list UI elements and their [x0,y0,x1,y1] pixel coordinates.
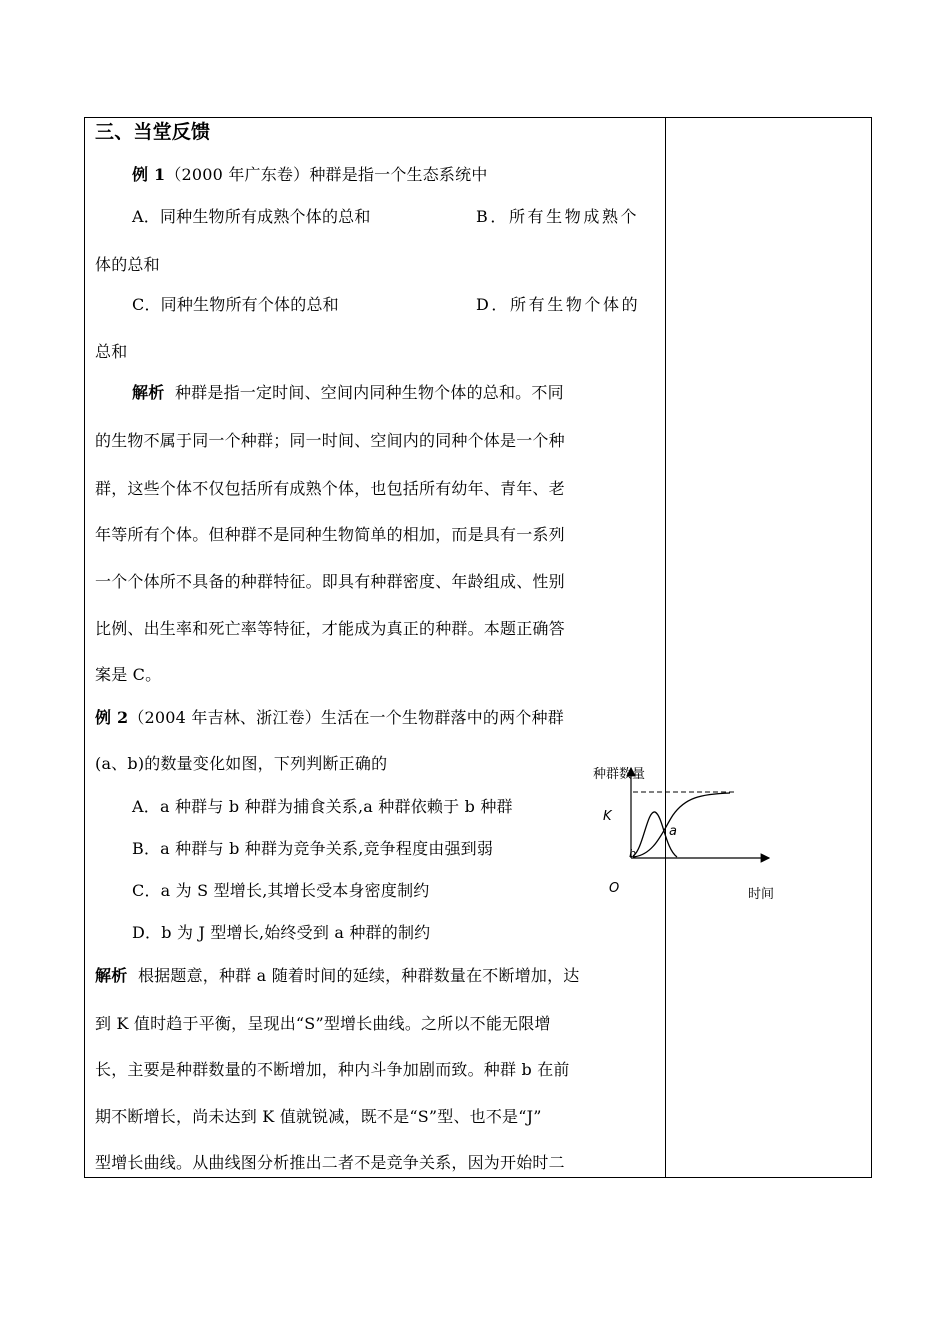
example1-analysis-line: 一个个体所不具备的种群特征。即具有种群密度、年龄组成、性别 [95,572,565,591]
example1-analysis-line: 群，这些个体不仅包括所有成熟个体，也包括所有幼年、青年、老 [95,479,565,498]
origin-label: O [609,881,620,896]
example2-question-text: （2004 年吉林、浙江卷）生活在一个生物群落中的两个种群 [128,708,564,727]
example2-analysis-label: 解析 [95,966,128,985]
example2-option-d: D．b 为 J 型增长,始终受到 a 种群的制约 [132,923,431,942]
example1-analysis-line: 的生物不属于同一个种群；同一时间、空间内的同种个体是一个种 [95,431,565,450]
example1-analysis-line: 比例、出生率和死亡率等特征，才能成为真正的种群。本题正确答 [95,619,565,638]
curve-a [633,793,730,857]
example2-analysis-first [95,966,580,986]
example2-question-line2: (a、b)的数量变化如图，下列判断正确的 [95,754,388,773]
example1-analysis-line: 年等所有个体。但种群不是同种生物简单的相加，而是具有一系列 [95,525,565,544]
example1-analysis-line: 种群是指一定时间、空间内同种生物个体的总和。不同 [174,383,564,402]
example2-option-b: B．a 种群与 b 种群为竞争关系,竞争程度由强到弱 [132,839,494,858]
example2-option-a: A．a 种群与 b 种群为捕食关系,a 种群依赖于 b 种群 [132,797,513,816]
curve-b-label: b [629,847,636,860]
example2-analysis-line: 长，主要是种群数量的不断增加，种内斗争加剧而致。种群 b 在前 [95,1060,570,1079]
example2-question-line1 [95,708,564,728]
example2-analysis-line: 根据题意，种群 a 随着时间的延续，种群数量在不断增加，达 [137,966,580,985]
example1-question-text: （2000 年广东卷）种群是指一个生态系统中 [165,165,488,184]
example1-label: 例 1 [132,165,166,184]
example1-analysis-line: 案是 C。 [95,665,162,684]
example1-option-b: B．所有生物成熟个 [476,207,640,226]
example1-analysis-first [132,383,564,403]
example2-option-c: C．a 为 S 型增长,其增长受本身密度制约 [132,881,430,900]
population-figure [585,760,785,910]
example1-option-c: C．同种生物所有个体的总和 [132,295,339,314]
example1-option-d: D．所有生物个体的 [476,295,641,314]
example2-analysis-line: 到 K 值时趋于平衡，呈现出“S”型增长曲线。之所以不能无限增 [95,1014,551,1033]
k-label: K [603,809,612,824]
example1-analysis-label: 解析 [132,383,165,402]
example2-analysis-line: 型增长曲线。从曲线图分析推出二者不是竞争关系，因为开始时二 [95,1153,565,1172]
example1-option-b-cont: 体的总和 [95,255,160,274]
curve-a-label: a [669,824,677,839]
column-divider [665,117,666,1178]
example2-analysis-line: 期不断增长，尚未达到 K 值就锐减，既不是“S”型、也不是“J” [95,1107,542,1126]
example1-option-d-cont: 总和 [95,342,128,361]
example1-question [132,165,488,185]
section-title: 三、当堂反馈 [95,121,211,143]
example2-label: 例 2 [95,708,129,727]
x-axis-label: 时间 [748,887,775,902]
example1-option-a: A．同种生物所有成熟个体的总和 [132,207,371,226]
y-axis-label: 种群数量 [593,767,646,782]
